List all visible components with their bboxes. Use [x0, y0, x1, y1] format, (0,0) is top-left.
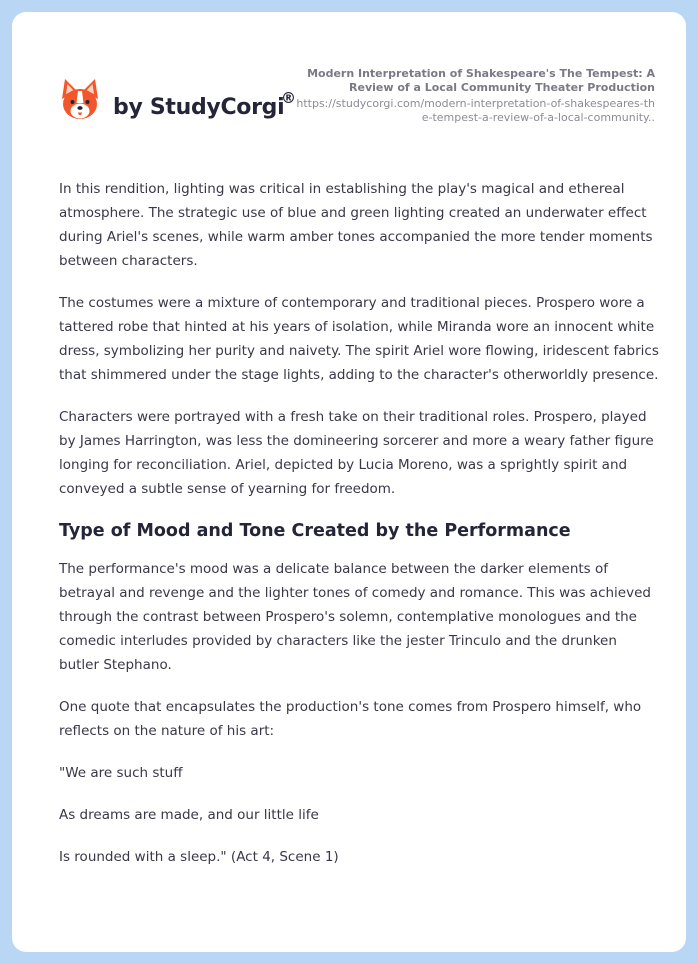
essay-body — [59, 177, 659, 887]
document-page — [12, 12, 686, 952]
essay-url[interactable]: https://studycorgi.com/modern-interpretation-of-shakespeares-the-tempest-a-review-of-a-local-community.. — [296, 97, 655, 124]
quote-line-3: Is rounded with a sleep." (Act 4, Scene 1) — [59, 849, 339, 865]
section-heading: Type of Mood and Tone Created by the Performance — [59, 521, 571, 541]
paragraph-lighting: In this rendition, lighting was critical in establishing the play's magical and ethereal atmosphere. The strategic use of blue and green lighting created an underwater effect during Ariel's scenes, while warm amber tones accompanied the more tender moments between characters. — [59, 181, 653, 269]
paragraph-costumes: The costumes were a mixture of contemporary and traditional pieces. Prospero wore a tattered robe that hinted at his years of isolation, while Miranda wore an innocent white dress, symbolizing her purity and naivety. The spirit Ariel wore flowing, iridescent fabrics that shimmered under the stage lights, adding to the character's otherworldly presence. — [59, 295, 659, 383]
paragraph-mood: The performance's mood was a delicate balance between the darker elements of betrayal and revenge and the lighter tones of comedy and romance. This was achieved through the contrast between Prospero's solemn, contemplative monologues and the comedic interludes provided by characters like the jester Trinculo and the drunken butler Stephano. — [59, 561, 651, 673]
quote-line-1: "We are such stuff — [59, 765, 183, 781]
essay-meta — [295, 67, 655, 125]
registered-mark: ® — [281, 89, 296, 107]
paragraph-quote-intro: One quote that encapsulates the production's tone comes from Prospero himself, who reflects on the nature of his art: — [59, 699, 642, 739]
paragraph-characters: Characters were portrayed with a fresh take on their traditional roles. Prospero, played by James Harrington, was less the domineering sorcerer and more a weary father figure longing for reconciliation. Ariel, depicted by Lucia Moreno, was a sprightly spirit and conveyed a subtle sense of yearning for freedom. — [59, 409, 654, 497]
quote-line-2: As dreams are made, and our little life — [59, 807, 319, 823]
essay-title: Modern Interpretation of Shakespeare's The Tempest: A Review of a Local Community Theater Production — [307, 67, 655, 94]
brand-name: by StudyCorgi — [113, 95, 285, 120]
corgi-logo-icon — [60, 77, 100, 125]
studycorgi-logo[interactable] — [60, 77, 310, 141]
